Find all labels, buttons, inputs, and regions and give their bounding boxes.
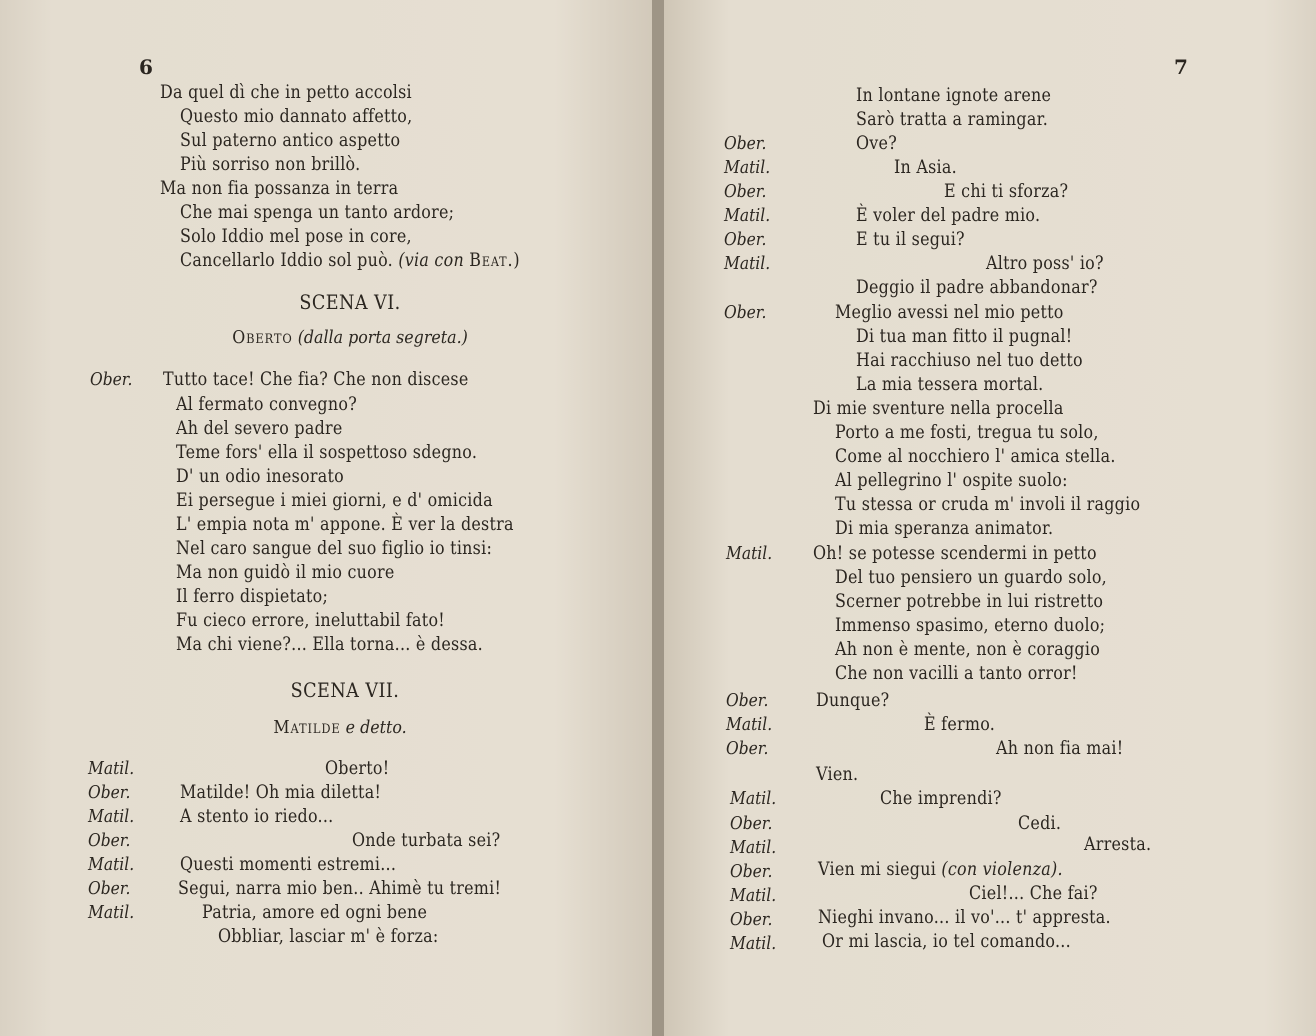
speaker-label: Ober.: [88, 830, 131, 851]
speaker-label: Matil.: [724, 205, 771, 226]
verse-line: Questo mio dannato affetto,: [180, 106, 413, 127]
verse-line: Tutto tace! Che fia? Che non discese: [163, 369, 469, 390]
dialogue-line: Di tua man fitto il pugnal!: [856, 326, 1073, 347]
speaker-label: Matil.: [88, 854, 135, 875]
speaker-label: Matil.: [730, 788, 777, 809]
speaker-label: Matil.: [88, 806, 135, 827]
dialogue-line: È fermo.: [924, 714, 996, 735]
dialogue-line: Meglio avessi nel mio petto: [835, 302, 1064, 323]
verse-line: Al fermato convegno?: [176, 394, 357, 415]
speaker-label: Ober.: [724, 181, 767, 202]
dialogue-line: Arresta.: [1084, 834, 1152, 855]
dialogue-line: È voler del padre mio.: [856, 205, 1041, 226]
dialogue-line: Sarò tratta a ramingar.: [856, 109, 1049, 130]
dialogue-line: Questi momenti estremi...: [180, 854, 397, 875]
verse-line: Sul paterno antico aspetto: [180, 130, 401, 151]
speaker-label: Ober.: [730, 909, 773, 930]
scene-characters: [208, 717, 472, 738]
speaker-label: Ober.: [724, 229, 767, 250]
stage-direction: detto.: [360, 717, 407, 738]
verse-line: Ma non guidò il mio cuore: [176, 562, 395, 583]
verse-line: Teme fors' ella il sospettoso sdegno.: [176, 442, 478, 463]
dialogue-line: Dunque?: [816, 690, 890, 711]
dialogue-line: Ah non è mente, non è coraggio: [835, 639, 1101, 660]
dialogue-line: Segui, narra mio ben.. Ahimè tu tremi!: [178, 878, 502, 899]
verse-line: Nel caro sangue del suo figlio io tinsi:: [176, 538, 493, 559]
dialogue-line: Immenso spasimo, eterno duolo;: [835, 615, 1106, 636]
dialogue-line: Or mi lascia, io tel comando...: [822, 931, 1071, 952]
dialogue-line: E tu il segui?: [856, 229, 965, 250]
speaker-label: Matil.: [730, 933, 777, 954]
dialogue-line: Cedi.: [1018, 813, 1062, 834]
verse-line: Fu cieco errore, ineluttabil fato!: [176, 610, 445, 631]
speaker-label: Matil.: [724, 157, 771, 178]
dialogue-line: Oh! se potesse scendermi in petto: [813, 543, 1097, 564]
verse-line: Da quel dì che in petto accolsi: [160, 82, 412, 103]
stage-direction: (dalla porta segreta.): [297, 327, 468, 348]
speaker-label: Matil.: [88, 902, 135, 923]
dialogue-line: Porto a me fosti, tregua tu solo,: [835, 422, 1099, 443]
speaker-label: Ober.: [726, 738, 769, 759]
dialogue-line: Deggio il padre abbandonar?: [856, 277, 1098, 298]
page-number-right: 7: [1174, 55, 1188, 79]
dialogue-line: Che imprendi?: [880, 788, 1002, 809]
dialogue-line: Scerner potrebbe in lui ristretto: [835, 591, 1104, 612]
dialogue-line: Del tuo pensiero un guardo solo,: [835, 567, 1107, 588]
dialogue-line: Come al nocchiero l' amica stella.: [835, 446, 1116, 467]
speaker-label: Matil.: [726, 543, 773, 564]
page-number-left: 6: [139, 55, 153, 79]
speaker-label: Ober.: [724, 302, 767, 323]
stage-direction: (con violenza).: [941, 859, 1063, 880]
character-name: Oberto: [232, 327, 293, 348]
speaker-label: Ober.: [730, 861, 773, 882]
verse-line: Ma non fia possanza in terra: [160, 178, 399, 199]
scene-characters: [200, 327, 499, 348]
dialogue-line: Onde turbata sei?: [352, 830, 501, 851]
book-gutter: [652, 0, 664, 1036]
speaker-label: Ober.: [726, 690, 769, 711]
verse-line: Più sorriso non brillò.: [180, 154, 361, 175]
conjunction: e: [345, 717, 356, 738]
verse-line: Che mai spenga un tanto ardore;: [180, 202, 455, 223]
dialogue-line: Nieghi invano... il vo'... t' appresta.: [818, 907, 1111, 928]
speaker-label: Matil.: [88, 758, 135, 779]
verse-line: Ma chi viene?... Ella torna... è dessa.: [176, 634, 483, 655]
dialogue-line: Patria, amore ed ogni bene: [202, 902, 428, 923]
speaker-label: Matil.: [730, 885, 777, 906]
scene-heading: SCENA VI.: [299, 290, 401, 314]
verse-line: Ah del severo padre: [176, 418, 343, 439]
dialogue-line: In Asia.: [894, 157, 957, 178]
verse-line: Il ferro dispietato;: [176, 586, 329, 607]
dialogue-line: Ah non fia mai!: [996, 738, 1124, 759]
dialogue-line: Obbliar, lasciar m' è forza:: [218, 926, 439, 947]
dialogue-line: Vien.: [816, 764, 859, 785]
right-page: [664, 0, 1316, 1036]
verse-line: [180, 250, 520, 271]
stage-direction: (via con: [398, 250, 464, 271]
character-name: Beat.): [469, 250, 521, 271]
character-name: Matilde: [273, 717, 341, 738]
dialogue-line: Oberto!: [325, 758, 390, 779]
left-page: [0, 0, 652, 1036]
verse-line: L' empia nota m' appone. È ver la destra: [176, 514, 514, 535]
speaker-label: Ober.: [730, 813, 773, 834]
speaker-label: Ober.: [724, 133, 767, 154]
dialogue-line: Di mia speranza animator.: [835, 518, 1054, 539]
dialogue-line: Hai racchiuso nel tuo detto: [856, 350, 1083, 371]
dialogue-line: E chi ti sforza?: [944, 181, 1069, 202]
dialogue-line: Ove?: [856, 133, 898, 154]
speaker-label: Matil.: [724, 253, 771, 274]
dialogue-line: In lontane ignote arene: [856, 85, 1052, 106]
dialogue-line: Altro poss' io?: [986, 253, 1104, 274]
dialogue-line: Di mie sventure nella procella: [813, 398, 1064, 419]
verse-line: D' un odio inesorato: [176, 466, 344, 487]
dialogue-line: Al pellegrino l' ospite suolo:: [835, 470, 1068, 491]
speaker-label: Ober.: [88, 782, 131, 803]
speaker-label: Matil.: [726, 714, 773, 735]
dialogue-line: Matilde! Oh mia diletta!: [180, 782, 382, 803]
dialogue-line: Tu stessa or cruda m' involi il raggio: [835, 494, 1141, 515]
speaker-label: Ober.: [90, 369, 133, 390]
verse-text: Cancellarlo Iddio sol può.: [180, 250, 393, 271]
dialogue-line: A stento io riedo...: [180, 806, 334, 827]
verse-line: Solo Iddio mel pose in core,: [180, 226, 412, 247]
speaker-label: Ober.: [88, 878, 131, 899]
scene-heading: SCENA VII.: [290, 678, 400, 702]
dialogue-line: Ciel!... Che fai?: [969, 883, 1098, 904]
verse-line: Ei persegue i miei giorni, e d' omicida: [176, 490, 493, 511]
speaker-label: Matil.: [730, 837, 777, 858]
dialogue-line: [818, 859, 1063, 880]
dialogue-line: La mia tessera mortal.: [856, 374, 1044, 395]
dialogue-text: Vien mi siegui: [818, 859, 937, 880]
dialogue-line: Che non vacilli a tanto orror!: [835, 663, 1078, 684]
